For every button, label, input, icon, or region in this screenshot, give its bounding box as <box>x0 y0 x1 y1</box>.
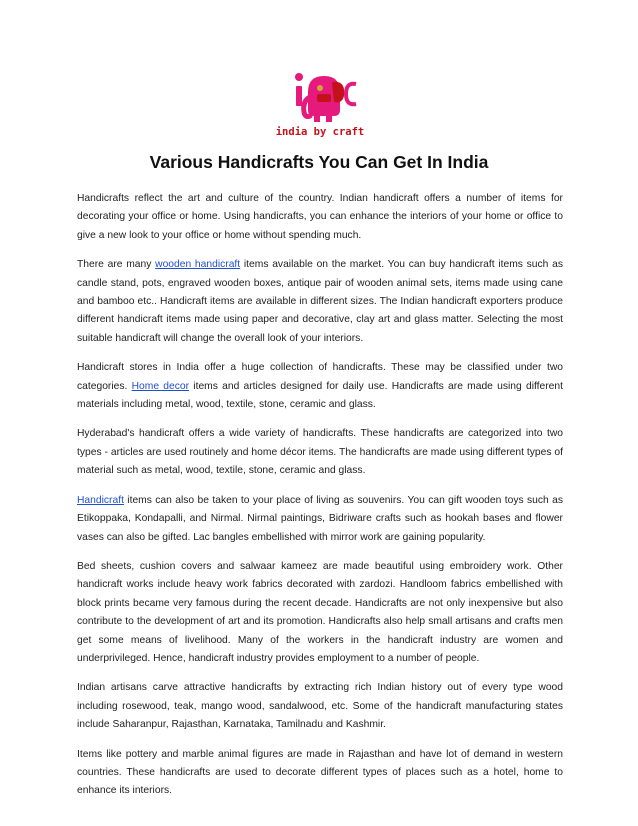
logo-elephant-ear <box>332 82 344 103</box>
logo-elephant-saddle <box>317 94 331 102</box>
paragraph-3 <box>77 359 563 414</box>
logo-i-dot <box>295 73 303 81</box>
paragraph-5-rest: items can also be taken to your place of living as souvenirs. You can gift wooden toys such as Etikoppaka, Kondapalli, and Nirmal. Nirmal paintings, Bidriware crafts such as hookah bases and flower vases can also be gifted. Lac bangles embellished with mirror work are gaining popularity. <box>77 494 563 543</box>
home-decor-link[interactable]: Home decor <box>131 380 190 392</box>
logo-elephant-ornament <box>317 85 323 91</box>
paragraph-7: Indian artisans carve attractive handicrafts by extracting rich Indian history out of every type wood including rosewood, teak, mango wood, sandalwood, etc. Some of the handicraft manufacturing states include Saharanpur, Rajasthan, Karnataka, Tamilnadu and Kashmir. <box>77 682 563 731</box>
india-by-craft-logo <box>272 66 368 140</box>
paragraph-8: Items like pottery and marble animal figures are made in Rajasthan and have lot of demand in western countries. These handicrafts are used to decorate different types of places such as a hotel, home to enhance its interiors. <box>77 748 563 797</box>
elephant-logo-icon <box>272 66 368 140</box>
paragraph-3-rest: items and articles designed for daily use. Handicrafts are made using different materials including metal, wood, textile, stone, ceramic and glass. <box>77 380 563 411</box>
logo-tagline: india by craft <box>275 126 365 138</box>
article-body <box>77 190 563 812</box>
paragraph-5 <box>77 492 563 547</box>
paragraph-2-lead: There are many <box>77 259 156 271</box>
wooden-handicraft-link[interactable]: wooden handicraft <box>155 259 241 271</box>
paragraph-2 <box>77 256 563 348</box>
paragraph-1: Handicrafts reflect the art and culture of the country. Indian handicraft offers a number of items for decorating your office or home. Using handicrafts, you can enhance the interiors of your home or office to give a new look to your office or home without spending much. <box>77 193 563 241</box>
paragraph-3-lead: Handicraft stores in India offer a huge collection of handicrafts. These may be classified under two categories. <box>77 362 563 392</box>
handicraft-link[interactable]: Handicraft <box>77 494 124 506</box>
paragraph-4: Hyderabad's handicraft offers a wide variety of handicrafts. These handicrafts are categorized into two types - articles are used routinely and home décor items. The handicrafts are made using different types of material such as metal, wood, textile, stone, ceramic and glass. <box>77 428 563 477</box>
paragraph-2-rest: items available on the market. You can buy handicraft items such as candle stand, pots, engraved wooden boxes, antique pair of wooden animal sets, items made using cane and bamboo etc.. Handicraft items are available in different sizes. The Indian handicraft exporters produce different handicraft items made using paper and decorative, clay art and glass matter. Selecting the most suitable handicraft will change the overall look of your interiors. <box>77 259 564 344</box>
page-title: Various Handicrafts You Can Get In India <box>149 152 489 172</box>
paragraph-6: Bed sheets, cushion covers and salwaar kameez are made beautiful using embroidery work. Other handicraft works include heavy work fabrics decorated with zardozi. Handloom fabrics embellished with block prints became very famous during the recent decade. Handicrafts are not only inexpensive but also contribute to the development of art and its promotion. Handicrafts also help small artisans and crafts men get some means of livelihood. Many of the workers in the handicraft industry are women and underprivileged. Hence, handicraft industry provides employment to a number of people. <box>77 560 563 664</box>
logo-letter-i <box>296 86 302 106</box>
logo-letter-c <box>346 84 356 105</box>
